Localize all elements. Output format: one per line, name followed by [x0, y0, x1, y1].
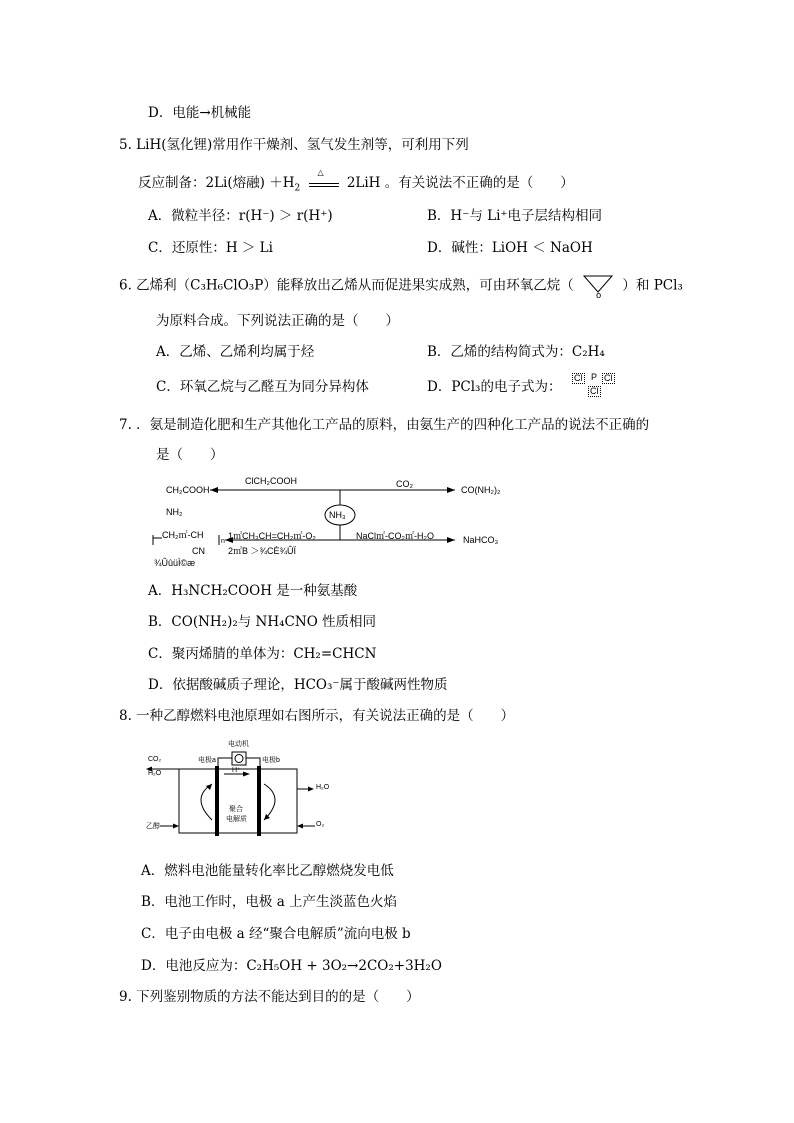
fuel-cell-out-h2o-left: H₂O — [148, 770, 162, 777]
fuel-cell-electrolyte-2: 电解质 — [226, 816, 247, 823]
ammonia-products-diagram — [150, 472, 530, 572]
fuel-cell-in-ethanol: 乙醇 — [146, 823, 160, 830]
q6-option-c: C．环氧乙烷与乙醛互为同分异构体 — [156, 379, 369, 395]
pcl3-cl-right: Cl — [604, 373, 613, 383]
q5-option-b: B．H⁻与 Li⁺电子层结构相同 — [427, 208, 603, 224]
q6-option-d: D．PCl₃的电子式为： — [427, 379, 562, 395]
q7-option-b: B．CO(NH₂)₂与 NH₄CNO 性质相同 — [148, 614, 377, 630]
q8-option-b: B．电池工作时，电极 a 上产生淡蓝色火焰 — [141, 894, 398, 910]
q5-option-c: C．还原性：H ＞ Li — [148, 240, 273, 256]
diagram-polymer-chain: CH₂㎡-CH — [162, 530, 204, 540]
q8-stem: 8. 一种乙醇燃料电池原理如右图所示，有关说法正确的是（ ） — [119, 708, 515, 724]
pcl3-p: P — [591, 372, 598, 382]
diagram-reagent-co2: CO₂ — [396, 479, 413, 489]
q5-stem-line2 — [138, 167, 574, 194]
q6-stem-part2: ）和 PCl₃ — [622, 277, 683, 294]
fuel-cell-h-ion: H⁺ — [232, 767, 241, 774]
diagram-product-glycine: CH₂COOH — [166, 485, 210, 495]
q8-option-d: D．电池反应为：C₂H₅OH + 3O₂→2CO₂+3H₂O — [141, 958, 442, 974]
q6-option-b: B．乙烯的结构简式为：C₂H₄ — [427, 344, 605, 360]
q6-stem-part1: 6. 乙烯利（C₃H₆ClO₃P）能释放出乙烯从而促进果实成熟，可由环氧乙烷（ — [119, 277, 574, 294]
fuel-cell-electrolyte-1: 聚合 — [229, 806, 243, 813]
diagram-product-nahco3: NaHCO₃ — [463, 535, 499, 545]
fuel-cell-diagram — [140, 736, 340, 846]
diagram-product-urea: CO(NH₂)₂ — [461, 485, 501, 495]
diagram-polymer-cn: CN — [192, 546, 205, 556]
q5-stem-part2: 2LiH 。有关说法不正确的是（ ） — [346, 175, 574, 191]
q5-stem-line1: 5. LiH(氢化锂)常用作干燥剂、氢气发生剂等，可利用下列 — [119, 137, 469, 153]
diagram-reagent-nacl: NaCl㎡-CO₂㎡-H₂O — [356, 531, 434, 541]
diagram-reagent-clch2cooh: ClCH₂COOH — [245, 476, 297, 486]
q8-option-c: C．电子由电极 a 经“聚合电解质”流向电极 b — [141, 926, 411, 942]
q9-stem: 9. 下列鉴别物质的方法不能达到目的的是（ ） — [119, 989, 420, 1005]
diagram-product-glycine-nh2: NH₂ — [166, 507, 183, 517]
q6-option-a: A．乙烯、乙烯利均属于烃 — [156, 344, 315, 360]
diagram-polymer-name: ¾ÛûüÌ©æ — [154, 558, 196, 568]
fuel-cell-electrode-b: 电极b — [262, 757, 280, 764]
pcl3-electron-dot-formula — [566, 370, 622, 398]
fuel-cell-in-o2: O₂ — [316, 821, 325, 828]
diagram-reagent-polymerize: 2㎡B ＞¾CÈ¾ÛÏ — [228, 546, 297, 556]
q7-option-a: A．H₃NCH₂COOH 是一种氨基酸 — [148, 583, 358, 599]
q8-option-a: A．燃料电池能量转化率比乙醇燃烧发电低 — [141, 863, 394, 879]
pcl3-cl-bottom: Cl — [590, 386, 599, 396]
q6-stem-line2: 为原料合成。下列说法正确的是（ ） — [156, 313, 399, 329]
q7-stem-line2: 是（ ） — [156, 447, 224, 463]
q7-stem-line1: 7. ．氨是制造化肥和生产其他化工产品的原料，由氨生产的四种化工产品的说法不正确的 — [119, 417, 650, 433]
q5-stem-part1: 反应制备：2Li(熔融) ＋H — [138, 175, 295, 191]
reaction-arrow — [307, 167, 341, 191]
fuel-cell-out-co2: CO₂ — [148, 756, 162, 763]
q5-option-d: D．碱性：LiOH ＜ NaOH — [427, 240, 593, 256]
reaction-condition: △ — [317, 167, 324, 177]
fuel-cell-motor-label: 电动机 — [228, 741, 249, 748]
epoxide-ring-icon — [578, 276, 618, 300]
diagram-polymer-n: n — [221, 538, 225, 545]
q7-option-d: D．依据酸碱质子理论，HCO₃⁻属于酸碱两性物质 — [148, 677, 448, 693]
q4-option-d: D．电能→机械能 — [148, 105, 252, 121]
q7-option-c: C．聚丙烯腈的单体为：CH₂=CHCN — [148, 646, 377, 662]
fuel-cell-electrode-a: 电极a — [198, 757, 216, 764]
q5-h2-subscript: 2 — [294, 183, 301, 194]
epoxide-oxygen-label: o — [596, 290, 602, 300]
fuel-cell-out-h2o-right: H₂O — [316, 784, 330, 791]
pcl3-cl-left: Cl — [574, 373, 583, 383]
diagram-reagent-propylene: 1㎡CH₃CH=CH₂㎡-O₂ — [228, 531, 316, 541]
diagram-center-nh3: NH₃ — [329, 510, 346, 520]
q6-stem-line1 — [119, 276, 683, 300]
q5-option-a: A．微粒半径：r(H⁻) ＞ r(H⁺) — [148, 208, 333, 224]
